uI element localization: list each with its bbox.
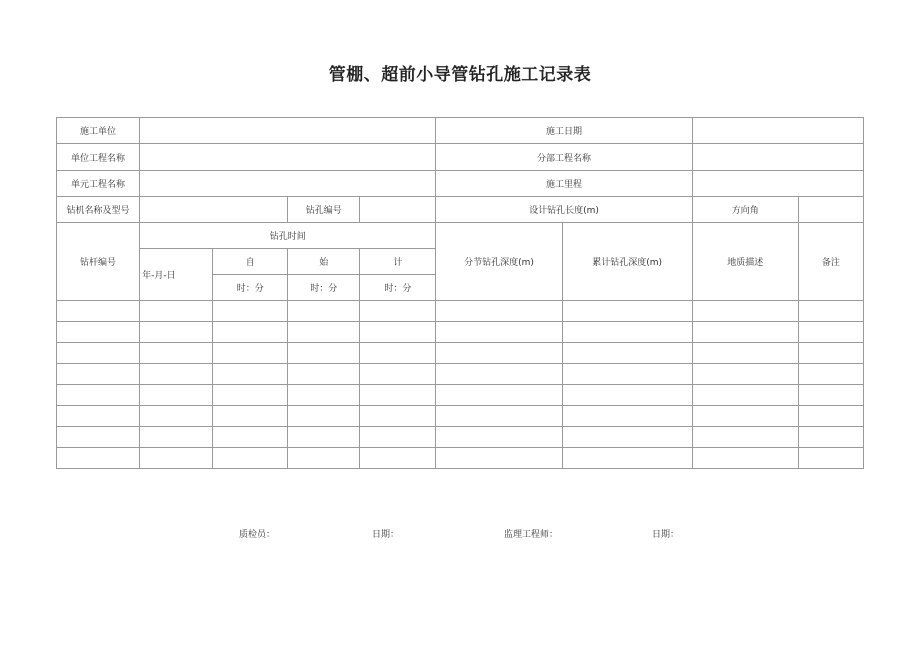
construction-unit-label: 施工单位 <box>57 118 140 144</box>
table-cell[interactable] <box>798 448 863 469</box>
table-cell[interactable] <box>213 343 288 364</box>
drilling-record-table <box>56 117 864 469</box>
table-cell[interactable] <box>436 406 562 427</box>
hole-number-label: 钻孔编号 <box>288 197 360 223</box>
start-hour-minute: 时：分 <box>288 275 360 301</box>
table-cell[interactable] <box>436 343 562 364</box>
row-unit-project <box>57 144 864 171</box>
table-cell[interactable] <box>57 427 140 448</box>
table-cell[interactable] <box>213 364 288 385</box>
table-row <box>57 385 864 406</box>
table-cell[interactable] <box>213 406 288 427</box>
table-cell[interactable] <box>57 385 140 406</box>
table-cell[interactable] <box>798 364 863 385</box>
table-cell[interactable] <box>692 301 798 322</box>
table-cell[interactable] <box>288 343 360 364</box>
azimuth-value[interactable] <box>798 197 863 223</box>
table-row <box>57 343 864 364</box>
table-cell[interactable] <box>140 406 213 427</box>
table-row <box>57 301 864 322</box>
date-header: 年-月-日 <box>140 249 213 301</box>
hole-number-value[interactable] <box>360 197 436 223</box>
table-cell[interactable] <box>288 427 360 448</box>
header-row-1 <box>57 223 864 249</box>
table-cell[interactable] <box>360 406 436 427</box>
drill-name-model-label: 钻机名称及型号 <box>57 197 140 223</box>
construction-mileage-value[interactable] <box>692 171 863 197</box>
table-cell[interactable] <box>57 364 140 385</box>
table-cell[interactable] <box>57 301 140 322</box>
table-cell[interactable] <box>562 385 692 406</box>
table-cell[interactable] <box>798 301 863 322</box>
segment-depth-header: 分节钻孔深度(m) <box>436 223 562 301</box>
table-cell[interactable] <box>562 448 692 469</box>
rod-number-header: 钻杆编号 <box>57 223 140 301</box>
construction-date-value[interactable] <box>692 118 863 144</box>
table-cell[interactable] <box>288 301 360 322</box>
table-cell[interactable] <box>562 406 692 427</box>
table-cell[interactable] <box>436 385 562 406</box>
drill-name-model-value[interactable] <box>140 197 288 223</box>
table-cell[interactable] <box>288 364 360 385</box>
table-cell[interactable] <box>798 343 863 364</box>
row-drill-info <box>57 197 864 223</box>
table-cell[interactable] <box>562 343 692 364</box>
construction-mileage-label: 施工里程 <box>436 171 692 197</box>
table-cell[interactable] <box>140 385 213 406</box>
table-cell[interactable] <box>436 448 562 469</box>
total-hour-minute: 时：分 <box>360 275 436 301</box>
table-cell[interactable] <box>360 448 436 469</box>
table-cell[interactable] <box>213 301 288 322</box>
table-cell[interactable] <box>692 343 798 364</box>
azimuth-label: 方向角 <box>692 197 798 223</box>
construction-date-label: 施工日期 <box>436 118 692 144</box>
total-header: 计 <box>360 249 436 275</box>
table-cell[interactable] <box>562 364 692 385</box>
element-project-name-value[interactable] <box>140 171 436 197</box>
unit-project-name-label: 单位工程名称 <box>57 144 140 171</box>
table-cell[interactable] <box>436 322 562 343</box>
table-cell[interactable] <box>57 448 140 469</box>
table-cell[interactable] <box>436 364 562 385</box>
table-cell[interactable] <box>213 448 288 469</box>
row-element-project <box>57 171 864 197</box>
table-row <box>57 322 864 343</box>
table-cell[interactable] <box>562 322 692 343</box>
table-cell[interactable] <box>360 364 436 385</box>
design-depth-label: 设计钻孔长度(m) <box>436 197 692 223</box>
page-title: 管棚、超前小导管钻孔施工记录表 <box>328 65 592 85</box>
inspector-date-label: 日期： <box>372 530 400 540</box>
table-cell[interactable] <box>213 322 288 343</box>
table-cell[interactable] <box>436 427 562 448</box>
table-cell[interactable] <box>692 406 798 427</box>
table-cell[interactable] <box>288 322 360 343</box>
table-row <box>57 364 864 385</box>
table-cell[interactable] <box>57 343 140 364</box>
cumulative-depth-header: 累计钻孔深度(m) <box>562 223 692 301</box>
table-cell[interactable] <box>213 427 288 448</box>
start-header: 始 <box>288 249 360 275</box>
table-cell[interactable] <box>562 301 692 322</box>
construction-unit-value[interactable] <box>140 118 436 144</box>
table-row <box>57 427 864 448</box>
table-cell[interactable] <box>288 385 360 406</box>
table-cell[interactable] <box>140 343 213 364</box>
table-row <box>57 448 864 469</box>
table-cell[interactable] <box>140 364 213 385</box>
table-cell[interactable] <box>692 364 798 385</box>
table-cell[interactable] <box>436 301 562 322</box>
table-cell[interactable] <box>140 448 213 469</box>
table-cell[interactable] <box>798 427 863 448</box>
remarks-header: 备注 <box>798 223 863 301</box>
unit-project-name-value[interactable] <box>140 144 436 171</box>
supervisor-date-label: 日期： <box>652 530 680 540</box>
sub-project-name-value[interactable] <box>692 144 863 171</box>
table-cell[interactable] <box>57 322 140 343</box>
table-cell[interactable] <box>140 301 213 322</box>
table-cell[interactable] <box>360 301 436 322</box>
geology-header: 地质描述 <box>692 223 798 301</box>
table-cell[interactable] <box>360 427 436 448</box>
table-cell[interactable] <box>692 385 798 406</box>
table-row <box>57 406 864 427</box>
table-cell[interactable] <box>57 406 140 427</box>
table-cell[interactable] <box>360 385 436 406</box>
table-cell[interactable] <box>692 322 798 343</box>
supervisor-label: 监理工程师： <box>504 530 559 540</box>
sub-project-name-label: 分部工程名称 <box>436 144 692 171</box>
row-construction-unit <box>57 118 864 144</box>
table-cell[interactable] <box>213 385 288 406</box>
table-cell[interactable] <box>562 427 692 448</box>
table-cell[interactable] <box>798 385 863 406</box>
table-cell[interactable] <box>798 322 863 343</box>
table-cell[interactable] <box>288 448 360 469</box>
table-cell[interactable] <box>360 322 436 343</box>
from-header: 自 <box>213 249 288 275</box>
inspector-label: 质检员： <box>239 530 276 540</box>
from-hour-minute: 时：分 <box>213 275 288 301</box>
table-cell[interactable] <box>798 406 863 427</box>
table-cell[interactable] <box>140 427 213 448</box>
table-cell[interactable] <box>692 427 798 448</box>
table-cell[interactable] <box>140 322 213 343</box>
element-project-name-label: 单元工程名称 <box>57 171 140 197</box>
table-cell[interactable] <box>288 406 360 427</box>
drill-time-header: 钻孔时间 <box>140 223 436 249</box>
table-cell[interactable] <box>360 343 436 364</box>
table-cell[interactable] <box>692 448 798 469</box>
